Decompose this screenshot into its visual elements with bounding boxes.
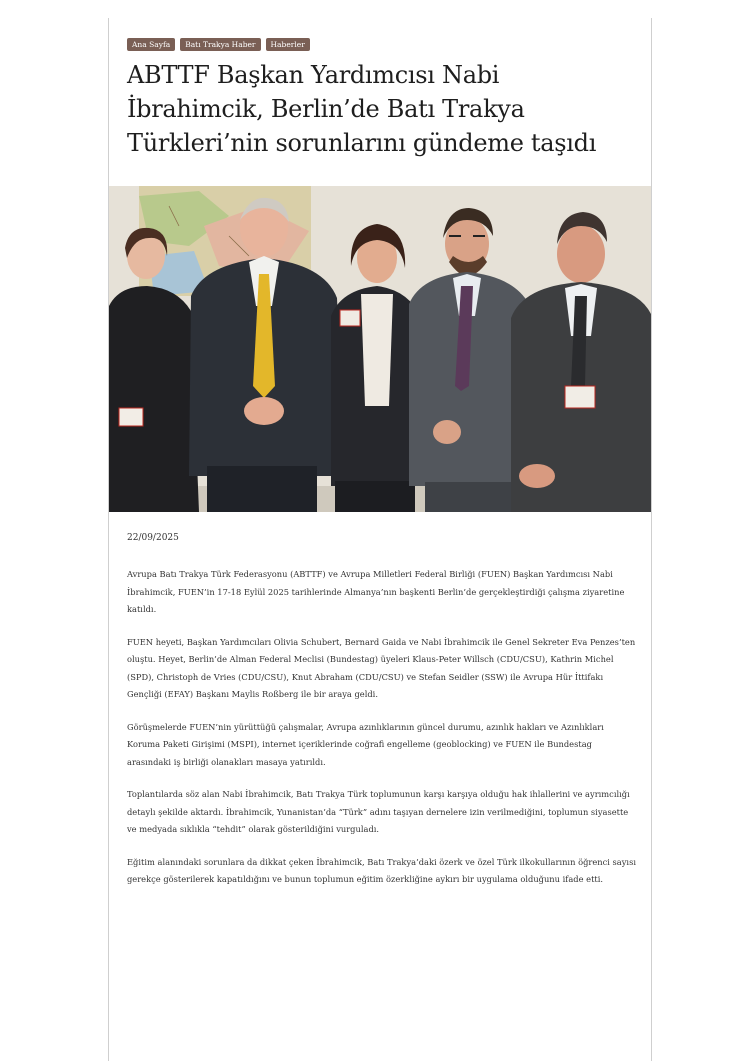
article-paragraph: Toplantılarda söz alan Nabi İbrahimcik, Batı Trakya Türk toplumunun karşı karşıya olduğu hak ihlallerini ve ayrımcılığı detaylı şekilde aktardı. İbrahimcik, Yunanistan’da “Türk” adını taşıyan dernelere izin verilmediğini, toplumun siyasette ve medyada sıklıkla “tehdit” olarak gösterildiğini vurguladı. <box>127 789 630 834</box>
article <box>109 0 651 1061</box>
article-paragraph: Avrupa Batı Trakya Türk Federasyonu (ABTTF) ve Avrupa Milletleri Federal Birliği (FUEN) Başkan Yardımcısı Nabi İbrahimcik, FUEN’in 17-18 Eylül 2025 tarihlerinde Almanya’nın başkenti Berlin’de gerçekleştirdiği çalışma ziyaretine katıldı. <box>127 569 625 614</box>
article-paragraph: FUEN heyeti, Başkan Yardımcıları Olivia Schubert, Bernard Gaida ve Nabi İbrahimcik ile Genel Sekreter Eva Penzes’ten oluştu. Heyet, Berlin’de Alman Federal Meclisi (Bundestag) üyeleri Klaus-Peter Willsch (CDU/CSU), Kathrin Michel (SPD), Christoph de Vries (CDU/CSU), Knut Abraham (CDU/CSU) ve Stefan Seidler (SSW) ile Avrupa Hür İttifakı Gençliği (EFAY) Başkanı Maylis Roßberg ile bir araya geldi. <box>127 636 636 699</box>
breadcrumb-haberler-link[interactable]: Haberler <box>266 38 310 51</box>
article-title: ABTTF Başkan Yardımcısı Nabi İbrahimcik, Berlin’de Batı Trakya Türkleri’nin sorunlarını gündeme taşıdı <box>127 61 597 157</box>
article-body <box>127 566 637 904</box>
article-photo <box>109 186 651 512</box>
article-date: 22/09/2025 <box>127 533 179 543</box>
right-border-line <box>651 18 652 1061</box>
breadcrumb <box>127 38 310 51</box>
breadcrumb-bati-trakya-haber-link[interactable]: Batı Trakya Haber <box>180 38 260 51</box>
article-paragraph: Görüşmelerde FUEN’nin yürüttüğü çalışmalar, Avrupa azınlıklarının güncel durumu, azınlık hakları ve Azınlıkları Koruma Paketi Girişimi (MSPI), internet içeriklerinde coğrafi engelleme (geoblocking) ve FUEN ile Bundestag arasındaki iş birliği olanakları masaya yatırıldı. <box>127 721 604 767</box>
breadcrumb-home-link[interactable]: Ana Sayfa <box>127 38 175 51</box>
article-paragraph: Eğitim alanındaki sorunlara da dikkat çeken İbrahimcik, Batı Trakya’daki özerk ve özel Türk ilkokullarının öğrenci sayısı gerekçe gösterilerek kapatıldığını ve bunun toplumun eğitim özerkliğine aykırı bir uygulama olduğunu ifade etti. <box>127 856 636 884</box>
